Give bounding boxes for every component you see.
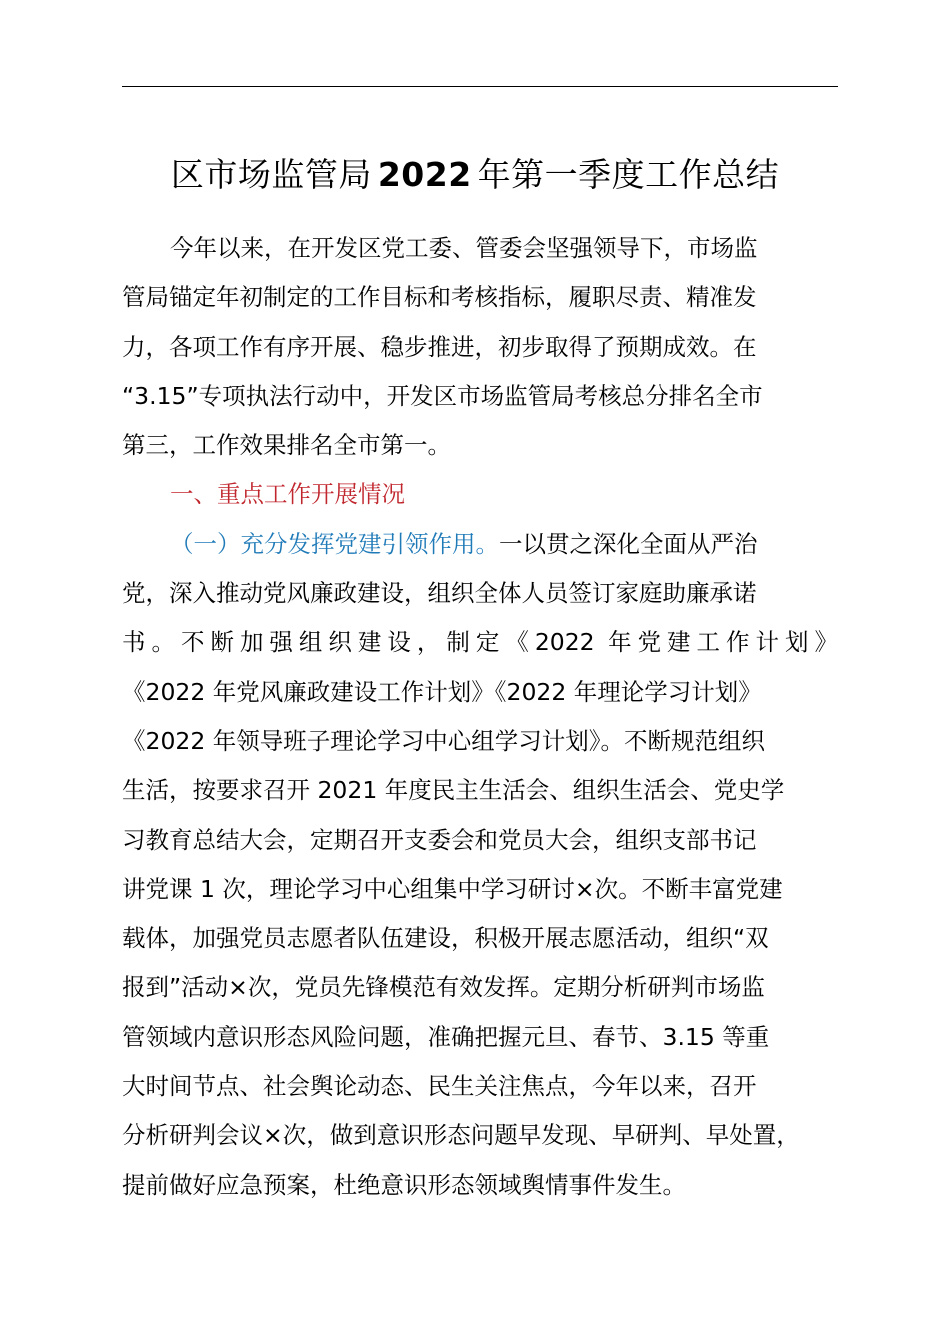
body-line: 《2022 年领导班子理论学习中心组学习计划》。不断规范组织	[122, 726, 766, 755]
subsection-first-line	[122, 520, 862, 569]
intro-line: 管局锚定年初制定的工作目标和考核指标，履职尽责、精准发	[122, 283, 757, 312]
intro-line: “3.15”专项执法行动中，开发区市场监管局考核总分排名全市	[122, 381, 763, 410]
intro-line: 第三，工作效果排名全市第一。	[122, 431, 451, 460]
header-rule	[122, 86, 838, 87]
document-body	[122, 224, 862, 1210]
title-prefix: 区市场监管局	[170, 155, 372, 194]
body-line: 生活，按要求召开 2021 年度民主生活会、组织生活会、党史学	[122, 776, 785, 805]
body-line: 载体，加强党员志愿者队伍建设，积极开展志愿活动，组织“双	[122, 924, 769, 953]
intro-line: 力，各项工作有序开展、稳步推进，初步取得了预期成效。在	[122, 332, 757, 361]
body-line: 《2022 年党风廉政建设工作计划》《2022 年理论学习计划》	[122, 677, 762, 706]
body-line: 书。不断加强组织建设，制定《2022 年党建工作计划》	[122, 628, 838, 657]
body-line: 提前做好应急预案，杜绝意识形态领域舆情事件发生。	[122, 1170, 686, 1199]
body-line: 大时间节点、社会舆论动态、民生关注焦点，今年以来，召开	[122, 1072, 757, 1101]
document-title	[0, 147, 950, 203]
body-line: 党，深入推动党风廉政建设，组织全体人员签订家庭助廉承诺	[122, 579, 757, 608]
title-year: 2022	[377, 155, 472, 194]
intro-line: 今年以来，在开发区党工委、管委会坚强领导下，市场监	[170, 234, 758, 262]
subsection-first-line-text: 一以贯之深化全面从严治	[499, 529, 758, 558]
subsection-heading: （一）充分发挥党建引领作用。	[170, 529, 499, 558]
body-line: 管领域内意识形态风险问题，准确把握元旦、春节、3.15 等重	[122, 1022, 770, 1051]
body-line: 习教育总结大会，定期召开支委会和党员大会，组织支部书记	[122, 825, 757, 854]
title-suffix: 年第一季度工作总结	[477, 155, 780, 194]
body-line: 讲党课 1 次，理论学习中心组集中学习研讨×次。不断丰富党建	[122, 874, 783, 903]
body-line: 分析研判会议×次，做到意识形态问题早发现、早研判、早处置，	[122, 1121, 800, 1150]
section-heading: 一、重点工作开展情况	[170, 480, 405, 509]
body-line: 报到”活动×次，党员先锋模范有效发挥。定期分析研判市场监	[122, 973, 765, 1002]
